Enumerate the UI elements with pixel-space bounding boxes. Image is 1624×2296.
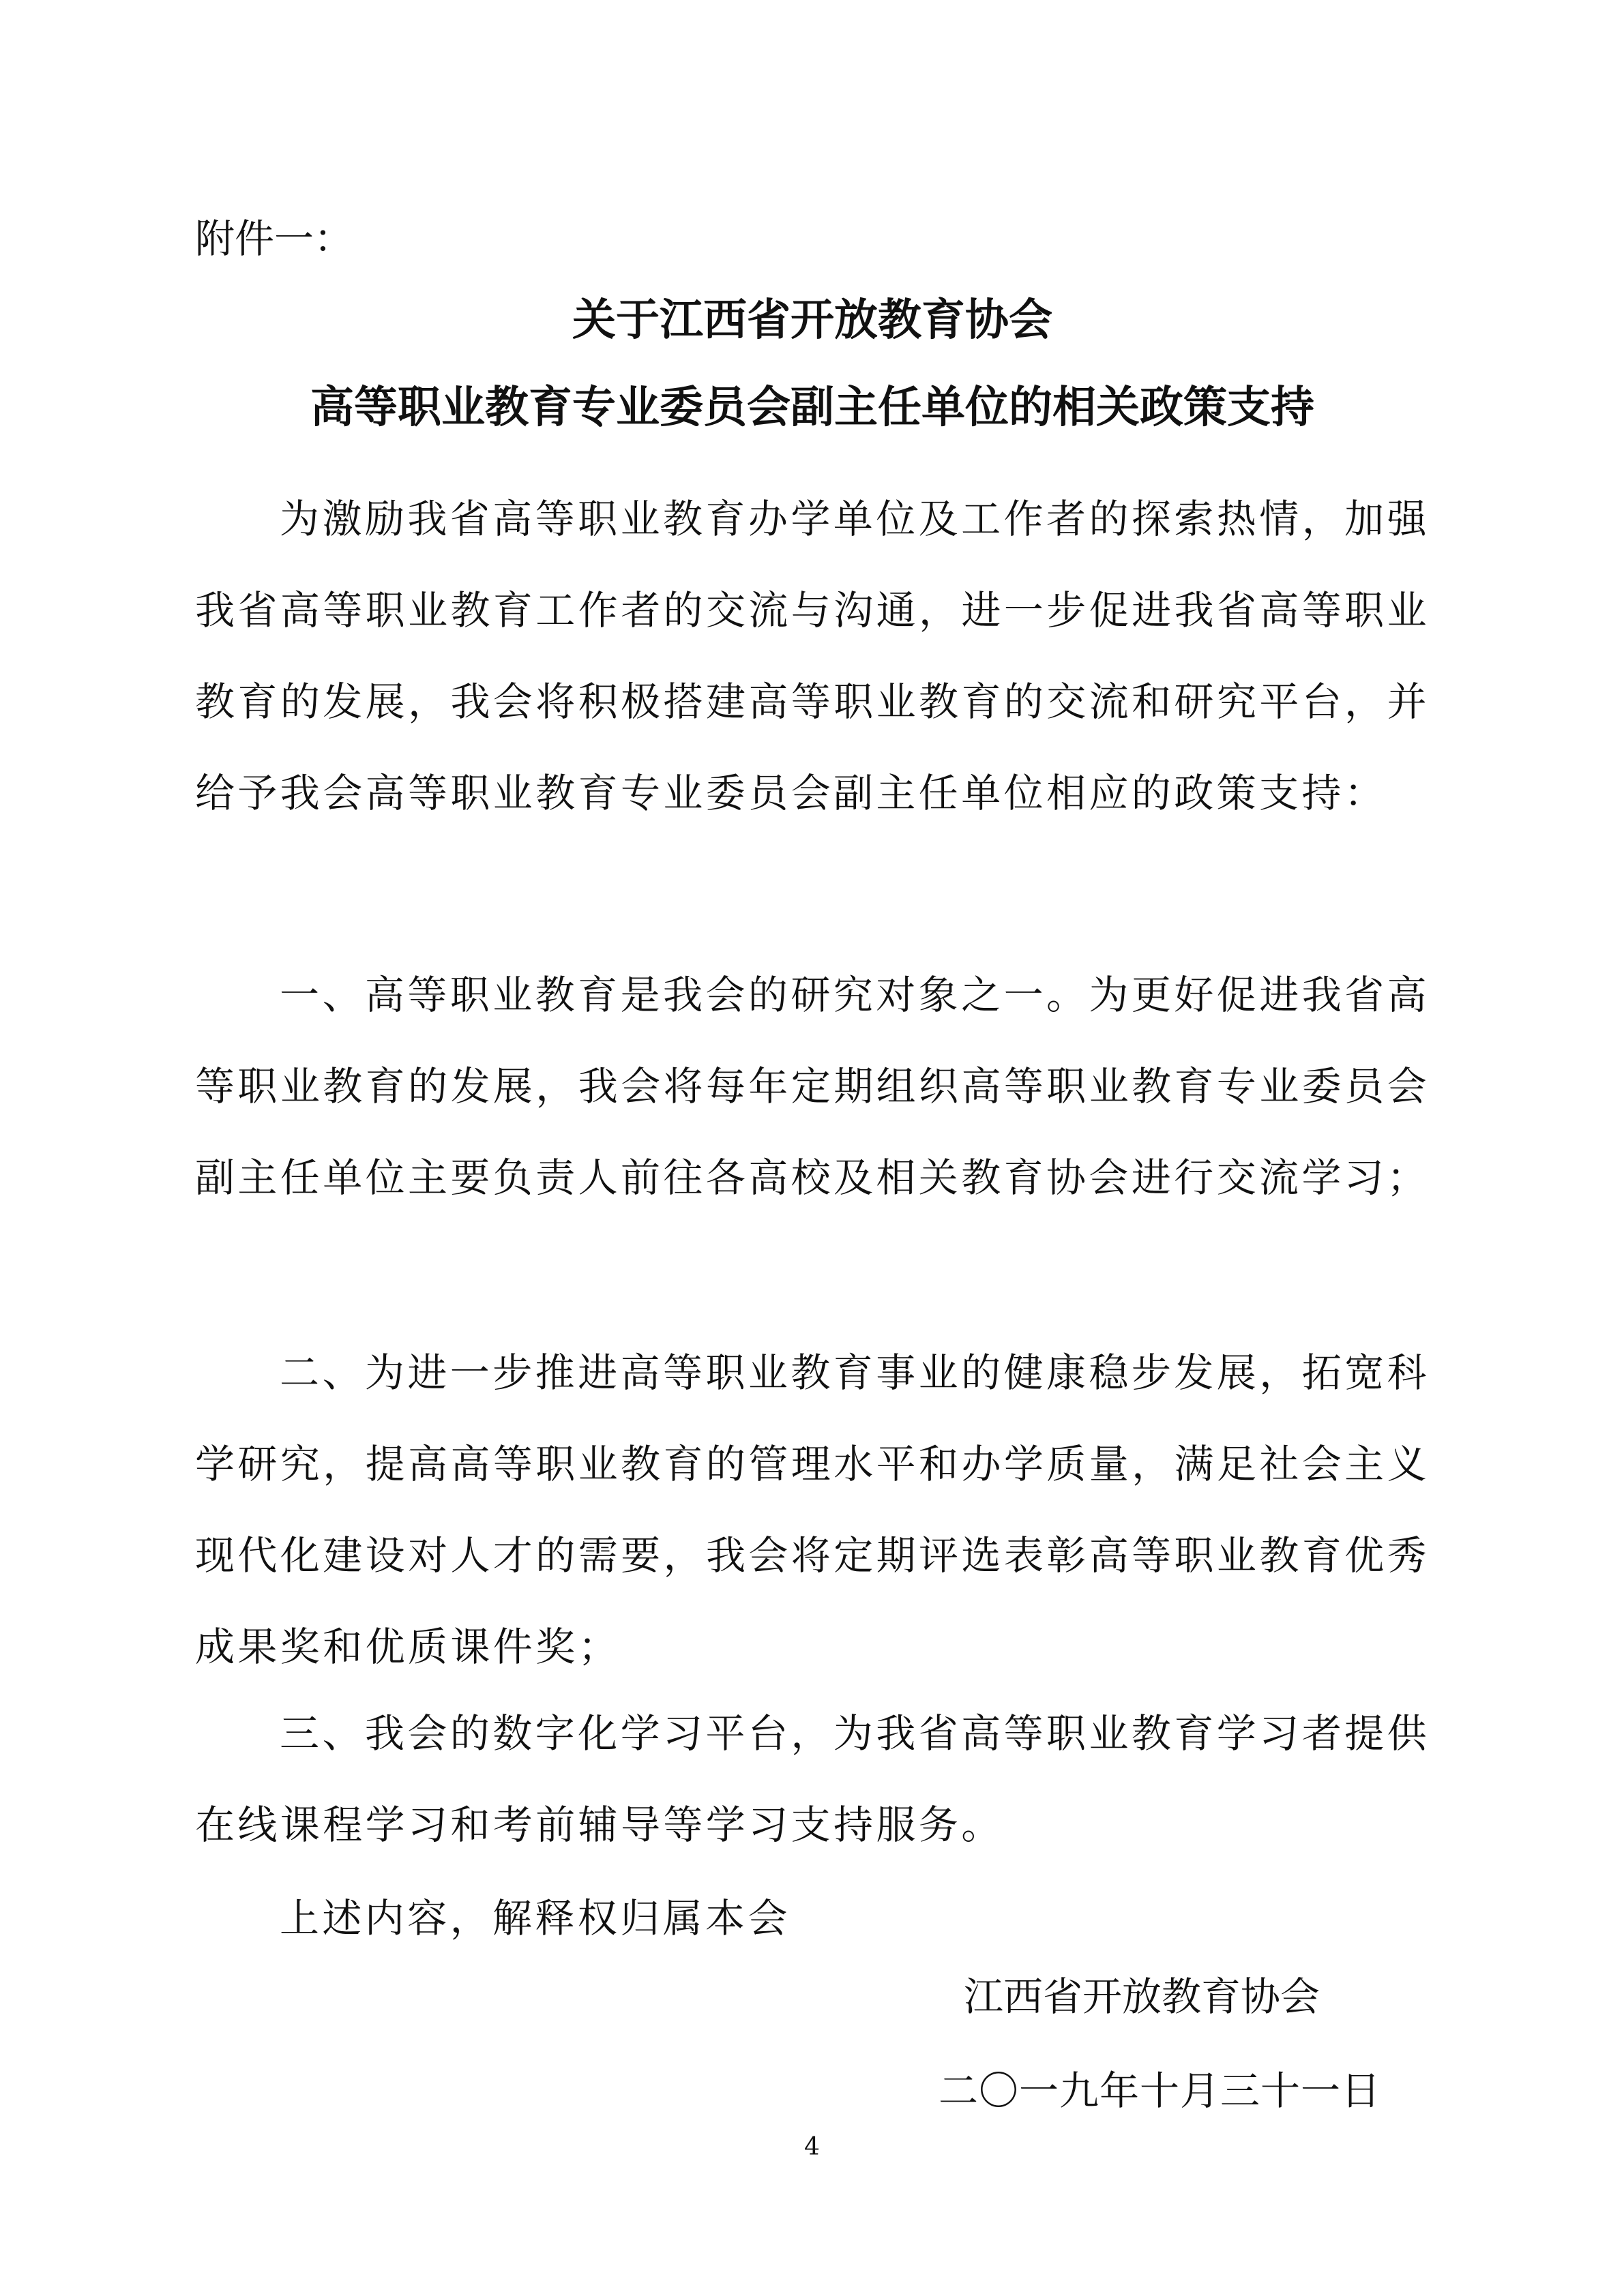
signature-date: 二〇一九年十月三十一日 bbox=[939, 2068, 1382, 2114]
signature-organization: 江西省开放教育协会 bbox=[964, 1973, 1320, 2020]
policy-item-3: 三、我会的数字化学习平台，为我省高等职业教育学习者提供在线课程学习和考前辅导等学习支持服务。 bbox=[195, 1710, 1430, 1848]
closing-statement: 上述内容，解释权归属本会 bbox=[280, 1895, 791, 1941]
document-title-line-1: 关于江西省开放教育协会 bbox=[572, 295, 1052, 346]
attachment-label: 附件一： bbox=[195, 215, 354, 262]
page-number: 4 bbox=[804, 2133, 820, 2161]
intro-paragraph: 为激励我省高等职业教育办学单位及工作者的探索热情，加强我省高等职业教育工作者的交流与沟通，进一步促进我省高等职业教育的发展，我会将积极搭建高等职业教育的交流和研究平台，并给予我会高等职业教育专业委员会副主任单位相应的政策支持： bbox=[195, 496, 1430, 816]
document-title-line-2: 高等职业教育专业委员会副主任单位的相关政策支持 bbox=[310, 382, 1314, 433]
policy-item-2: 二、为进一步推进高等职业教育事业的健康稳步发展，拓宽科学研究，提高高等职业教育的管理水平和办学质量，满足社会主义现代化建设对人才的需要，我会将定期评选表彰高等职业教育优秀成果奖和优质课件奖； bbox=[195, 1350, 1430, 1670]
policy-item-1: 一、高等职业教育是我会的研究对象之一。为更好促进我省高等职业教育的发展，我会将每年定期组织高等职业教育专业委员会副主任单位主要负责人前往各高校及相关教育协会进行交流学习； bbox=[195, 972, 1430, 1201]
